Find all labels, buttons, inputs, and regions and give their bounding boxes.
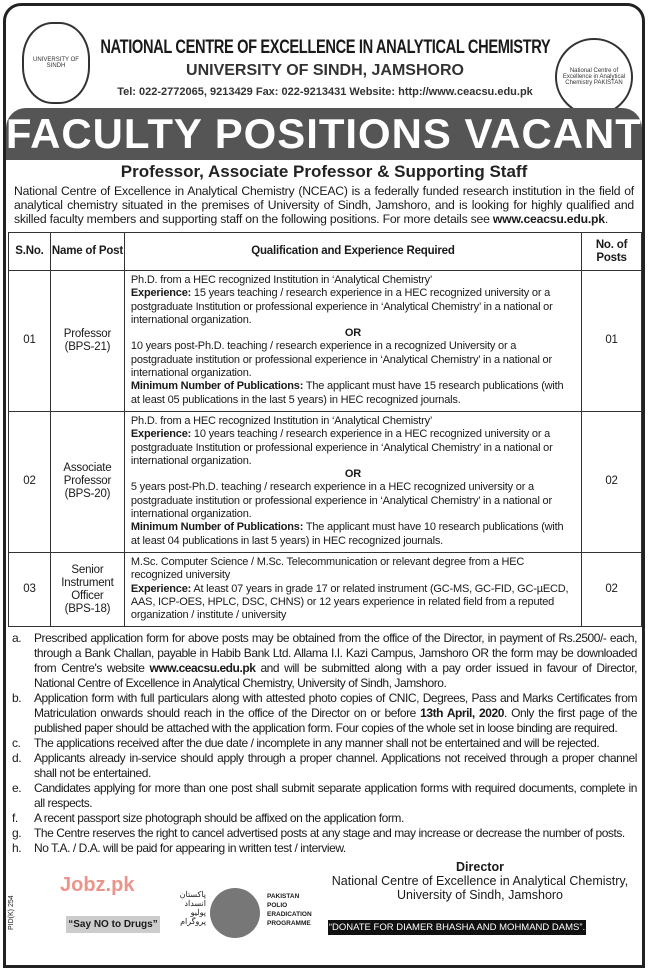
experience-text: 15 years teaching / research experience in a HEC recognized university or a postgraduate Institution or professional experience in ‘Analytical Chemistry’ in a national or international organization. [130, 287, 553, 326]
item-letter: g. [12, 826, 22, 841]
item-text [34, 826, 637, 841]
post-title: Senior Instrument Officer [61, 563, 114, 602]
or-separator: OR [344, 468, 362, 481]
institution-title-text: NATIONAL CENTRE OF EXCELLENCE IN ANALYTICAL CHEMISTRY [100, 36, 550, 58]
signatory-univ: University of Sindh, Jamshoro [396, 888, 564, 903]
publications-text: The applicant must have 10 research publications (with at least 04 publications in last 5 years) in HEC recognized journals. [130, 521, 564, 547]
signature-block [320, 860, 640, 902]
table-row [9, 552, 642, 626]
post-count: 02 [582, 411, 642, 552]
serial-number: 01 [9, 271, 51, 412]
post-count: 02 [582, 552, 642, 626]
polio-feet-icon [210, 888, 260, 938]
header-count: No. of Posts [582, 233, 642, 271]
post-name [50, 411, 124, 552]
publications [131, 521, 575, 548]
item-text [34, 781, 637, 811]
list-item [12, 811, 637, 826]
item-letter: b. [12, 691, 22, 706]
publications-label: Minimum Number of Publications: [130, 521, 304, 534]
item-letter: c. [12, 736, 21, 751]
website-link[interactable]: www.ceacsu.edu.pk [492, 212, 605, 226]
footer-area [0, 860, 648, 946]
post-name [50, 271, 124, 412]
headline-text: FACULTY POSITIONS VACANT [6, 110, 643, 157]
alternative-experience: 10 years post-Ph.D. teaching / research experience in a recognized University or a postgraduate institution or professional experience in ‘Analytical Chemistry’ in a national or international organization. [130, 340, 552, 380]
post-grade: (BPS-18) [64, 602, 111, 615]
university-name: UNIVERSITY OF SINDH, JAMSHORO [186, 62, 464, 79]
experience-text: 10 years teaching / research experience in a HEC recognized university or a postgraduate Institution or professional experience in ‘Analytical Chemistry’ in a national or international organization. [130, 428, 553, 467]
header-post: Name of Post [50, 233, 124, 271]
item-text [34, 631, 637, 691]
logo-text: National Centre of Excellence in Analytical Chemistry PAKISTAN [562, 68, 626, 86]
text-part: Prescribed application form for above posts may be obtained from the office of the Director, in payment of Rs.2500/- each, through a Bank Challan, payable in Habib Bank Ltd. Allama I.I. Kazi Campus, Jamshoro OR the form may be downloaded from Centre's website [34, 631, 637, 676]
text-part: . Only the first page of the published paper should be attached with the application form. Four copies of the whole set in loose binding are required. [34, 706, 638, 736]
publications [131, 380, 575, 407]
qualification-cell [124, 552, 581, 626]
say-no-drugs-badge: “Say NO to Drugs” [66, 916, 160, 933]
table-header [9, 233, 642, 271]
text-part: A recent passport size photograph should be affixed on the application form. [34, 811, 404, 826]
serial-number: 02 [9, 411, 51, 552]
intro-text: National Centre of Excellence in Analytical Chemistry (NCEAC) is a federally funded research institution in the field of analytical chemistry situated in the premises of University of Sindh, Jamshoro, and is looking for highly qualified and skilled faculty members and supporting staff on the following positions. For more details see [14, 184, 634, 226]
subheading: Professor, Associate Professor & Supporting Staff [120, 162, 528, 181]
list-item [12, 691, 637, 736]
degree-requirement: Ph.D. from a HEC recognized Institution in ‘Analytical Chemistry’ [130, 274, 433, 286]
post-count: 01 [582, 271, 642, 412]
qualification-cell [124, 411, 581, 552]
text-part: No T.A. / D.A. will be paid for appearing in written test / interview. [34, 841, 346, 856]
item-letter: f. [12, 811, 18, 826]
degree-requirement: Ph.D. from a HEC recognized Institution in ‘Analytical Chemistry’ [130, 414, 433, 427]
item-text [34, 751, 637, 781]
experience-label: Experience: [130, 287, 192, 300]
dams-banner: “DONATE FOR DIAMER BHASHA AND MOHMAND DAMS”. [328, 922, 586, 934]
text-part: Applicants already in-service should apply through a proper channel. Applications not received through a proper channel shall not be entertained. [34, 751, 637, 781]
signatory-org: National Centre of Excellence in Analytical Chemistry, [331, 874, 629, 889]
table-row [9, 411, 642, 552]
header-qualification: Qualification and Experience Required [124, 233, 581, 271]
table-row [9, 271, 642, 412]
qualification-cell [124, 271, 581, 412]
item-letter: h. [12, 841, 22, 856]
experience [131, 287, 575, 327]
experience-label: Experience: [130, 582, 192, 595]
item-text [34, 841, 637, 856]
text-part: Application form with full particulars along with attested photo copies of CNIC, Degrees, Pass and Marks Certificates from Matriculation onwards should reach in the office of the Director on or before [34, 691, 637, 721]
watermark: Jobz.pk [60, 874, 135, 897]
polio-urdu-text: پاکستان انسداد پولیو پروگرام [179, 890, 206, 927]
intro-end: . [604, 212, 609, 226]
or-separator: OR [344, 327, 362, 340]
list-item [12, 736, 637, 751]
post-title: Associate Professor [63, 462, 112, 488]
item-text [34, 811, 637, 826]
publications-text: The applicant must have 15 research publications (with at least 05 publications in the last 5 years) in HEC recognized journals. [130, 380, 564, 406]
positions-table [8, 232, 642, 627]
item-text [34, 736, 637, 751]
polio-text: PAKISTAN POLIO ERADICATION PROGRAMME [267, 893, 312, 928]
list-item [12, 826, 637, 841]
publications-label: Minimum Number of Publications: [130, 380, 304, 393]
text-part: The Centre reserves the right to cancel advertised posts at any stage and may increase or decrease the number of posts. [34, 826, 625, 841]
experience [131, 583, 575, 623]
item-letter: e. [12, 781, 22, 796]
item-letter: d. [12, 751, 22, 766]
text-part: Candidates applying for more than one post shall submit separate application forms with required documents, complete in all respects. [34, 781, 637, 811]
experience [131, 428, 575, 468]
contact-info-text: Tel: 022-2772065, 9213429 Fax: 022-9213431 Website: http://www.ceacsu.edu.pk [117, 86, 533, 98]
text-part: The applications received after the due date / incomplete in any manner shall not be entertained and will be rejected. [34, 736, 600, 751]
list-item [12, 751, 637, 781]
serial-number: 03 [9, 552, 51, 626]
bold-part: www.ceacsu.edu.pk [149, 661, 256, 676]
experience-text: At least 07 years in grade 17 or related instrument (GC-MS, GC-FID, GC-µECD, AAS, ICP-OES, HPLC, DSC, CHNS) or 12 years experience in related field from a reputed organization / institute / university [130, 582, 569, 622]
text-part: and will be submitted along with a pay order issued in favour of Director, National Centre of Excellence in Analytical Chemistry, University of Sindh, Jamshoro. [34, 661, 637, 691]
post-name [50, 552, 124, 626]
degree-requirement: M.Sc. Computer Science / M.Sc. Telecommunication or relevant degree from a HEC recognized university [130, 555, 525, 582]
instructions-list [12, 631, 637, 856]
pid-code: PID(K) 254 [8, 895, 15, 931]
item-letter: a. [12, 631, 22, 646]
list-item [12, 841, 637, 856]
post-grade: (BPS-21) [64, 340, 111, 353]
experience-label: Experience: [130, 428, 192, 441]
list-item [12, 781, 637, 811]
header-sno: S.No. [9, 233, 51, 271]
signatory-title: Director [456, 860, 504, 875]
alternative-experience: 5 years post-Ph.D. teaching / research experience in a HEC recognized university or a postgraduate institution or professional experience in ‘Analytical Chemistry’ in a national or international organization. [130, 481, 552, 521]
item-text [34, 691, 637, 736]
list-item [12, 631, 637, 691]
logo-text: UNIVERSITY OF SINDH [33, 57, 79, 69]
post-title: Professor [63, 327, 112, 340]
post-grade: (BPS-20) [64, 488, 111, 501]
intro-paragraph [14, 184, 634, 226]
bold-part: 13th April, 2020 [420, 706, 504, 721]
